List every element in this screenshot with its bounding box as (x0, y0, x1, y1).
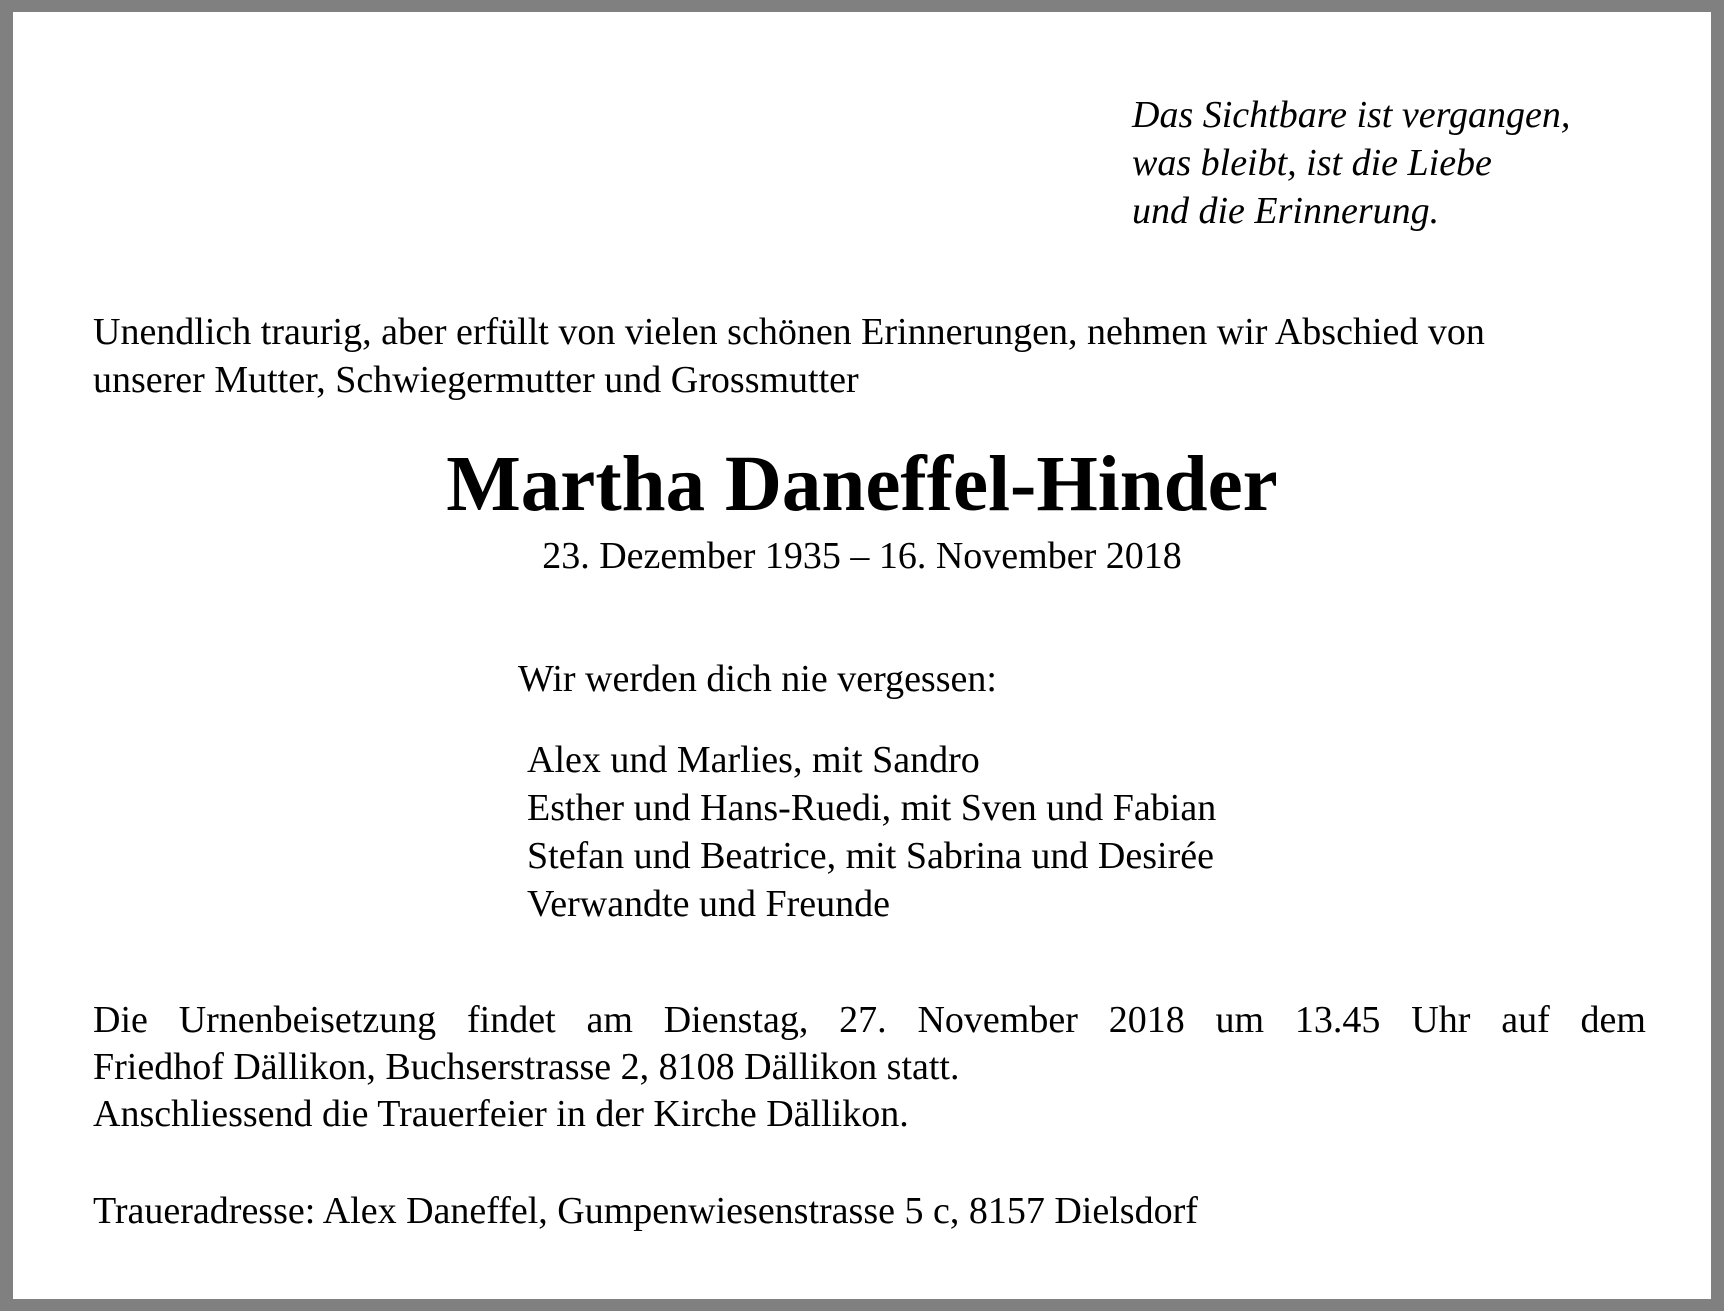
service-line: Friedhof Dällikon, Buchserstrasse 2, 8108 Dällikon statt. (93, 1046, 960, 1088)
intro-text (93, 308, 1633, 404)
motto-line: Das Sichtbare ist vergangen, (1132, 94, 1571, 136)
service-details (93, 997, 1646, 1138)
mourner-entry: Alex und Marlies, mit Sandro (527, 739, 980, 781)
service-line: Die Urnenbeisetzung findet am Dienstag, 27. November 2018 um 13.45 Uhr auf dem (93, 999, 1646, 1041)
life-dates: 23. Dezember 1935 – 16. November 2018 (542, 535, 1182, 577)
mourning-address: Traueradresse: Alex Daneffel, Gumpenwiesenstrasse 5 c, 8157 Dielsdorf (93, 1190, 1198, 1232)
mourners-heading: Wir werden dich nie vergessen: (518, 658, 997, 700)
intro-line: Unendlich traurig, aber erfüllt von vielen schönen Erinnerungen, nehmen wir Abschied von (93, 311, 1485, 353)
mourners-list (527, 736, 1216, 928)
motto-line: und die Erinnerung. (1132, 190, 1440, 232)
motto-verse (1132, 91, 1570, 235)
service-line: Anschliessend die Trauerfeier in der Kirche Dällikon. (93, 1093, 909, 1135)
mourner-entry: Stefan und Beatrice, mit Sabrina und Desirée (527, 835, 1214, 877)
motto-line: was bleibt, ist die Liebe (1132, 142, 1492, 184)
deceased-name: Martha Daneffel-Hinder (446, 441, 1278, 528)
intro-line: unserer Mutter, Schwiegermutter und Grossmutter (93, 359, 859, 401)
mourner-entry: Esther und Hans-Ruedi, mit Sven und Fabian (527, 787, 1217, 829)
mourner-entry: Verwandte und Freunde (527, 883, 891, 925)
